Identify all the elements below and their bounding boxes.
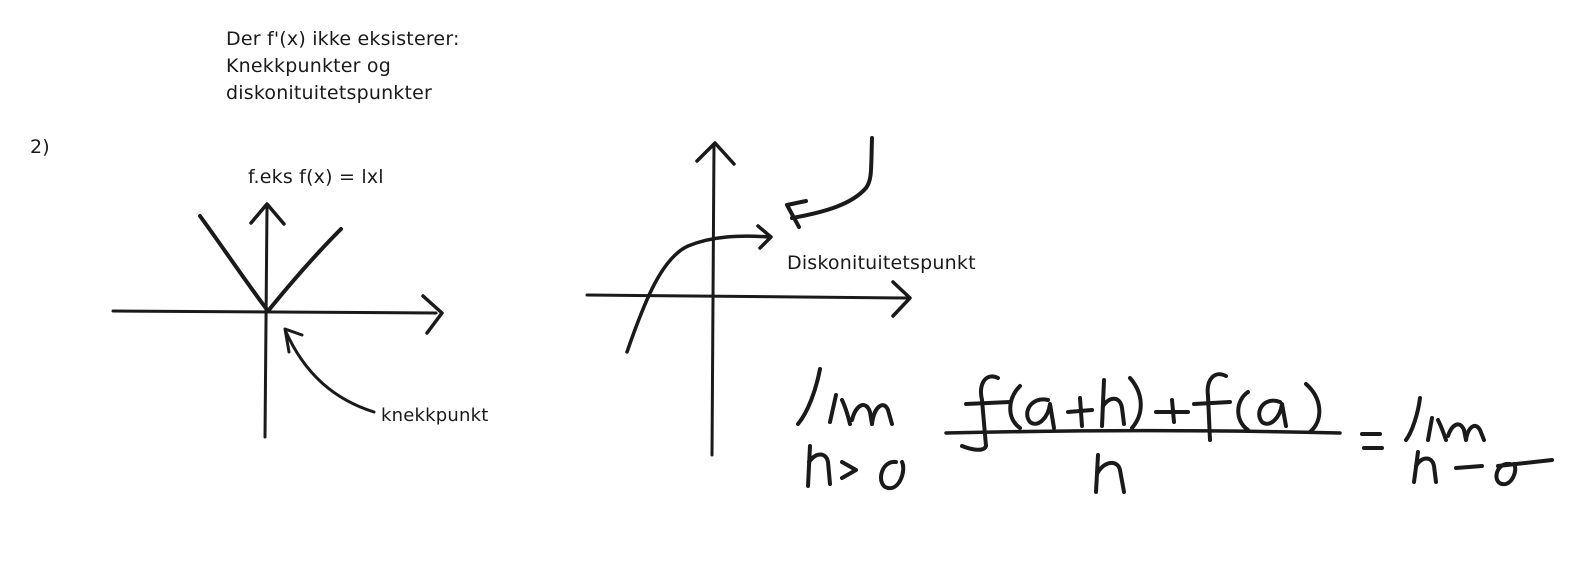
numerator-handwriting: [962, 374, 1319, 450]
y-axis-right: [712, 144, 714, 455]
kink-pointer-arrow: [286, 332, 374, 412]
formula-lim-left: [0, 0, 1, 1]
discontinuity-point-label: Diskonituitetspunkt: [787, 252, 976, 274]
lim-left-subscript: [808, 446, 903, 488]
abs-curve-left-branch: [200, 216, 268, 311]
fraction-bar: [946, 431, 1340, 433]
denominator-h: [1096, 455, 1124, 492]
discontinuity-graph: [587, 138, 910, 455]
item-number: 2): [30, 136, 50, 158]
derivative-limit-formula: [798, 369, 1552, 492]
lim-right-subscript: [1414, 452, 1552, 484]
heading-line-1: Der f'(x) ikke eksisterer:: [226, 28, 460, 50]
example-function-label: f.eks f(x) = lxl: [248, 166, 384, 188]
lim-right-word: [1406, 398, 1484, 440]
abs-curve-right-branch: [268, 229, 341, 311]
abs-value-graph: [113, 204, 442, 437]
y-axis-right-arrowhead: [697, 143, 734, 164]
heading-line-2: Knekkpunkter og: [226, 55, 392, 77]
x-axis-left-arrowhead: [423, 296, 442, 333]
discontinuous-curve: [627, 236, 770, 352]
equals-sign: [1362, 434, 1382, 448]
kink-point-label: knekkpunkt: [381, 405, 489, 426]
heading-line-3: diskonituitetspunkter: [226, 82, 433, 104]
lim-left-word: [798, 369, 892, 424]
x-axis-right: [587, 295, 906, 298]
y-axis-left: [265, 207, 267, 437]
x-axis-left: [113, 311, 436, 313]
discontinuity-pointer-arrow: [792, 138, 872, 218]
